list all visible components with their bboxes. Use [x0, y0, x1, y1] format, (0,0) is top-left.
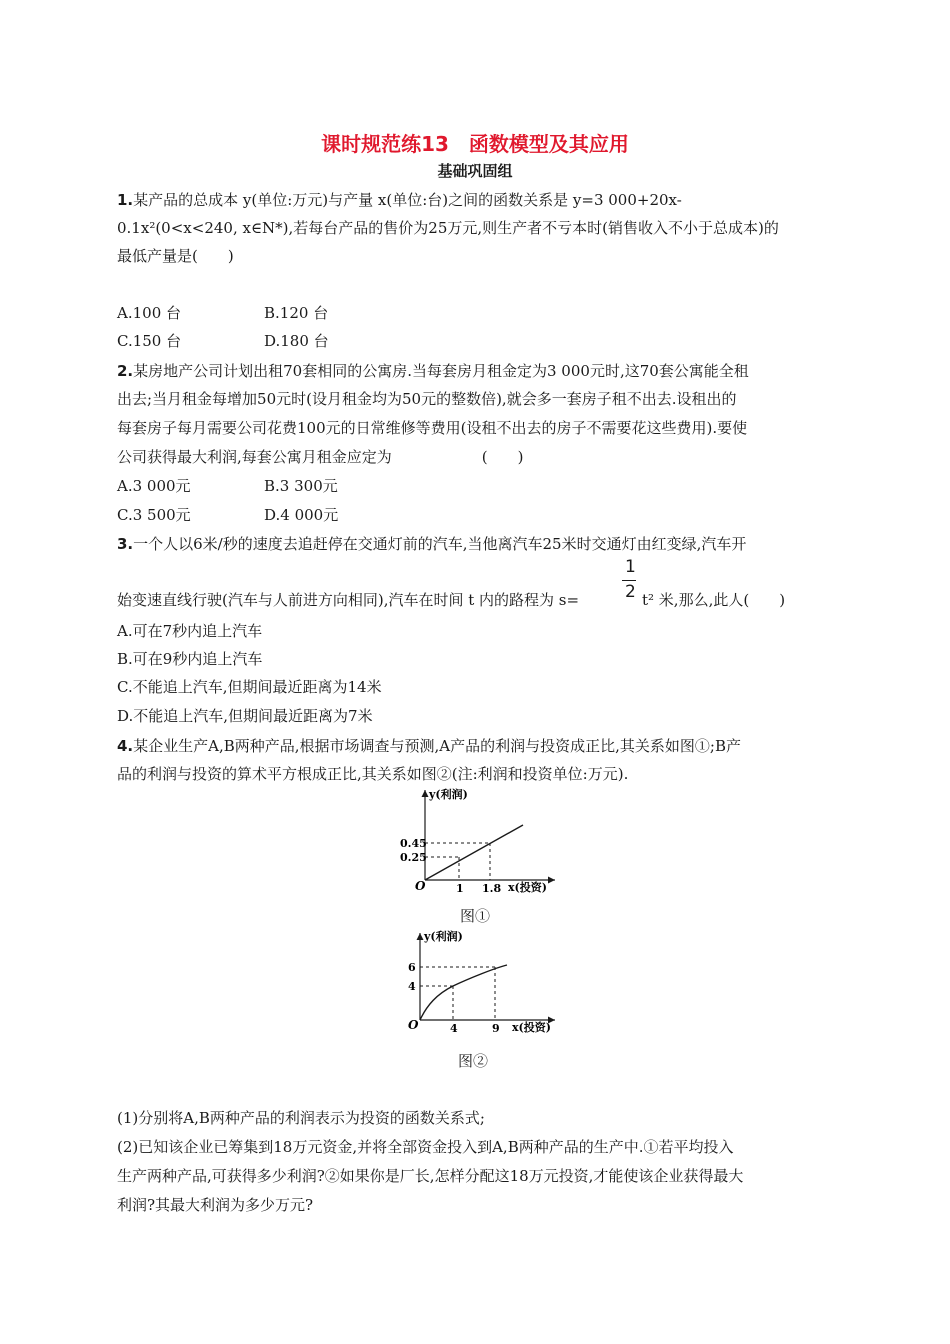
question-2-text-3: 每套房子每月需要公司花费100元的日常维修等费用(设租不出去的房子不需要花这些费用).要使 [117, 419, 748, 437]
figure-2-curve [420, 965, 507, 1020]
figure-1-line [425, 825, 523, 880]
figure-2-xtick-2: 9 [492, 1022, 500, 1035]
figure-1-ylabel: y(利润) [429, 788, 468, 801]
question-3-option-b: B.可在9秒内追上汽车 [117, 650, 263, 668]
question-1-line-1 [117, 190, 682, 210]
figure-1-graph [395, 780, 565, 900]
question-4-text-2: 品的利润与投资的算术平方根成正比,其关系如图②(注:利润和投资单位:万元). [117, 765, 629, 783]
fraction-denominator: 2 [625, 582, 636, 602]
question-2-option-a: A.3 000元 [117, 477, 191, 495]
question-2-text-1: 某房地产公司计划出租70套相同的公寓房.当每套房月租金定为3 000元时,这70套公寓能全租 [133, 362, 749, 380]
figure-1-ytick-1: 0.45 [400, 837, 427, 850]
figure-2-origin: O [408, 1018, 419, 1032]
figure-2-xlabel: x(投资) [512, 1021, 551, 1034]
figure-2-ylabel: y(利润) [424, 930, 463, 943]
question-3-line-1 [117, 534, 746, 554]
question-1-option-c: C.150 台 [117, 332, 182, 350]
question-2-option-d: D.4 000元 [264, 506, 339, 524]
question-4-part-2-line-2: 生产两种产品,可获得多少利润?②如果你是厂长,怎样分配这18万元投资,才能使该企业获得最大 [117, 1167, 744, 1185]
question-2-number: 2. [117, 362, 134, 380]
fraction-bar [622, 580, 636, 581]
question-2-text-2: 出去;当月租金每增加50元时(设月租金均为50元的整数倍),就会多一套房子租不出去.设租出的 [117, 390, 737, 408]
question-4-part-1: (1)分别将A,B两种产品的利润表示为投资的函数关系式; [117, 1109, 485, 1127]
fraction-numerator: 1 [625, 557, 636, 577]
question-1-text-3: 最低产量是( ) [117, 247, 234, 265]
figure-2-graph [395, 925, 565, 1040]
question-2-line-1 [117, 361, 749, 381]
question-4-line-1 [117, 736, 741, 756]
question-3-option-c: C.不能追上汽车,但期间最近距离为14米 [117, 678, 382, 696]
figure-2-caption: 图② [458, 1052, 489, 1070]
question-1-text-2: 0.1x²(0<x<240, x∈N*),若每台产品的售价为25万元,则生产者不亏本时(销售收入不小于总成本)的 [117, 219, 779, 237]
question-1-option-a: A.100 台 [117, 304, 181, 322]
question-3-number: 3. [117, 535, 134, 553]
question-4-number: 4. [117, 737, 134, 755]
figure-1-ytick-2: 0.25 [400, 851, 427, 864]
figure-1-xtick-2: 1.8 [482, 882, 502, 895]
question-3-option-a: A.可在7秒内追上汽车 [117, 622, 263, 640]
page-title: 课时规范练13 函数模型及其应用 [321, 132, 629, 156]
question-3-option-d: D.不能追上汽车,但期间最近距离为7米 [117, 707, 373, 725]
question-1-option-b: B.120 台 [264, 304, 329, 322]
question-2-option-c: C.3 500元 [117, 506, 191, 524]
figure-1-origin: O [415, 879, 426, 893]
figure-2-ytick-1: 6 [408, 961, 416, 974]
figure-1-xlabel: x(投资) [508, 881, 547, 894]
section-title: 基础巩固组 [437, 162, 513, 180]
figure-2-xtick-1: 4 [450, 1022, 458, 1035]
figure-1-xtick-1: 1 [456, 882, 464, 895]
question-4-part-2-line-3: 利润?其最大利润为多少万元? [117, 1196, 314, 1214]
question-1-number: 1. [117, 191, 134, 209]
question-3-text-2-pre: 始变速直线行驶(汽车与人前进方向相同),汽车在时间 t 内的路程为 s= [117, 591, 580, 609]
question-1-text-1: 某产品的总成本 y(单位:万元)与产量 x(单位:台)之间的函数关系是 y=3 000+20x- [133, 191, 682, 209]
question-3-text-2-post: t² 米,那么,此人( ) [642, 591, 786, 609]
question-3-text-1: 一个人以6米/秒的速度去追赶停在交通灯前的汽车,当他离汽车25米时交通灯由红变绿,汽车开 [133, 535, 747, 553]
question-2-option-b: B.3 300元 [264, 477, 338, 495]
question-1-option-d: D.180 台 [264, 332, 329, 350]
figure-1-caption: 图① [460, 907, 491, 925]
question-4-text-1: 某企业生产A,B两种产品,根据市场调查与预测,A产品的利润与投资成正比,其关系如图①;B产 [133, 737, 741, 755]
question-4-part-2-line-1: (2)已知该企业已筹集到18万元资金,并将全部资金投入到A,B两种产品的生产中.①若平均投入 [117, 1138, 734, 1156]
question-2-text-4: 公司获得最大利润,每套公寓月租金应定为 ( ) [117, 448, 524, 466]
figure-2-ytick-2: 4 [408, 980, 416, 993]
